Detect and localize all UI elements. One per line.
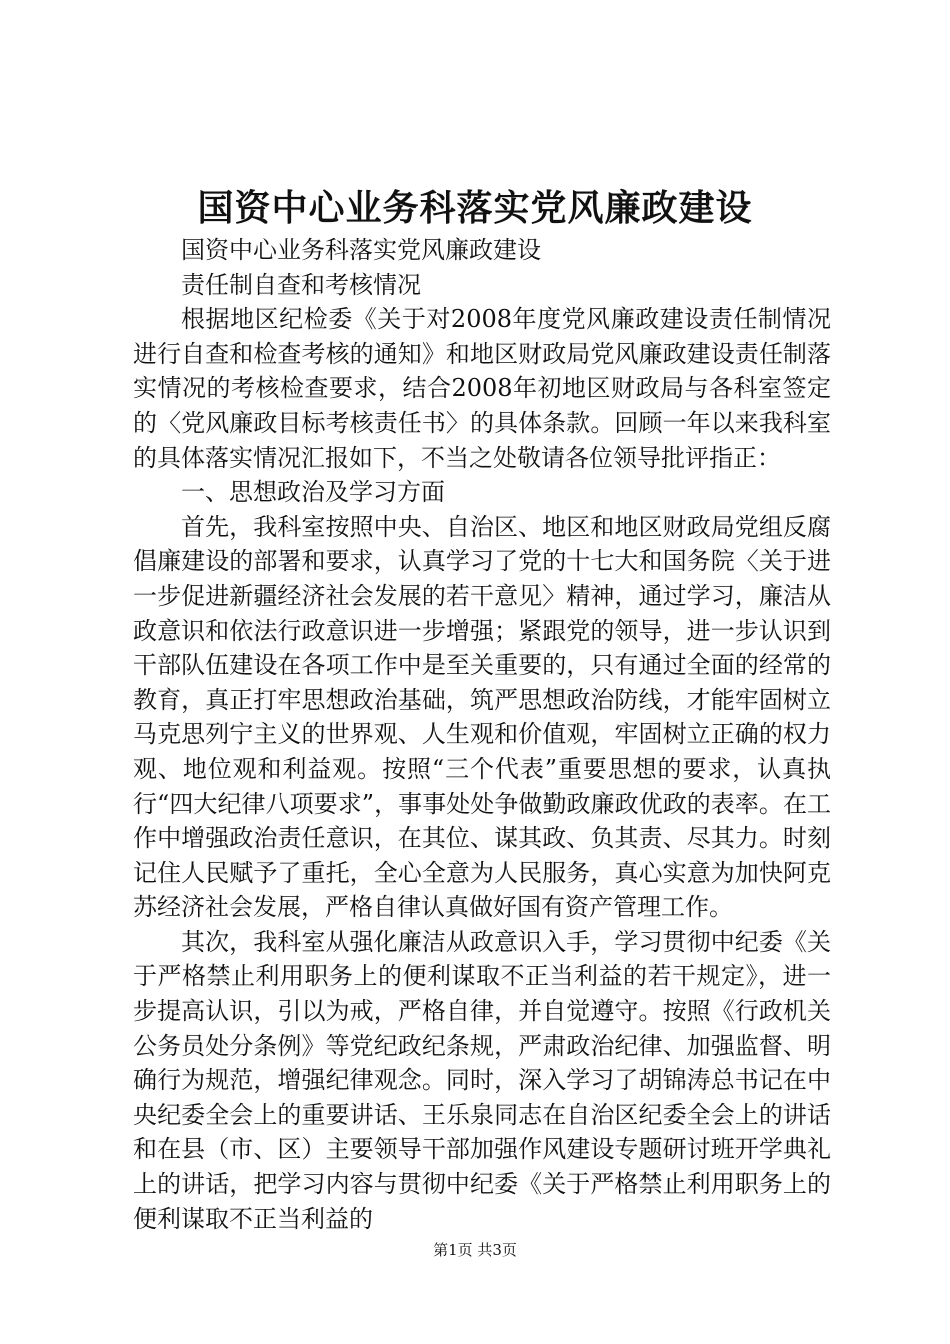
section-heading: 一、思想政治及学习方面 xyxy=(181,478,445,507)
page-footer: 第1页 共3页 xyxy=(433,1241,517,1259)
document-body xyxy=(133,233,831,1236)
intro-paragraph: 根据地区纪检委《关于对2008年度党风廉政建设责任制情况进行自查和检查考核的通知》和地区财政局党风廉政建设责任制落实情况的考核检查要求，结合2008年初地区财政局与各科室签定的〈党风廉政目标考核责任书〉的具体条款。回顾一年以来我科室的具体落实情况汇报如下，不当之处敬请各位领导批评指正： xyxy=(133,305,831,472)
body-paragraph-first: 首先，我科室按照中央、自治区、地区和地区财政局党组反腐倡廉建设的部署和要求，认真学习了党的十七大和国务院〈关于进一步促进新疆经济社会发展的若干意见〉精神，通过学习，廉洁从政意识和依法行政意识进一步增强；紧跟党的领导，进一步认识到干部队伍建设在各项工作中是至关重要的，只有通过全面的经常的教育，真正打牢思想政治基础，筑严思想政治防线，才能牢固树立马克思列宁主义的世界观、人生观和价值观，牢固树立正确的权力观、地位观和利益观。按照“三个代表”重要思想的要求，认真执行“四大纪律八项要求”，事事处处争做勤政廉政优政的表率。在工作中增强政治责任意识，在其位、谋其政、负其责、尽其力。时刻记住人民赋予了重托，全心全意为人民服务，真心实意为加快阿克苏经济社会发展，严格自律认真做好国有资产管理工作。 xyxy=(133,512,831,922)
document-title: 国资中心业务科落实党风廉政建设 xyxy=(197,187,753,229)
subtitle-line-1: 国资中心业务科落实党风廉政建设 xyxy=(181,236,541,264)
body-paragraph-second: 其次，我科室从强化廉洁从政意识入手，学习贯彻中纪委《关于严格禁止利用职务上的便利谋取不正当利益的若干规定》，进一步提高认识，引以为戒，严格自律，并自觉遵守。按照《行政机关公务员处分条例》等党纪政纪条规，严肃政治纪律、加强监督、明确行为规范，增强纪律观念。同时，深入学习了胡锦涛总书记在中央纪委全会上的重要讲话、王乐泉同志在自治区纪委全会上的讲话和在县（市、区）主要领导干部加强作风建设专题研讨班开学典礼上的讲话，把学习内容与贯彻中纪委《关于严格禁止利用职务上的便利谋取不正当利益的 xyxy=(133,927,831,1233)
subtitle-line-2: 责任制自查和考核情况 xyxy=(181,270,421,299)
